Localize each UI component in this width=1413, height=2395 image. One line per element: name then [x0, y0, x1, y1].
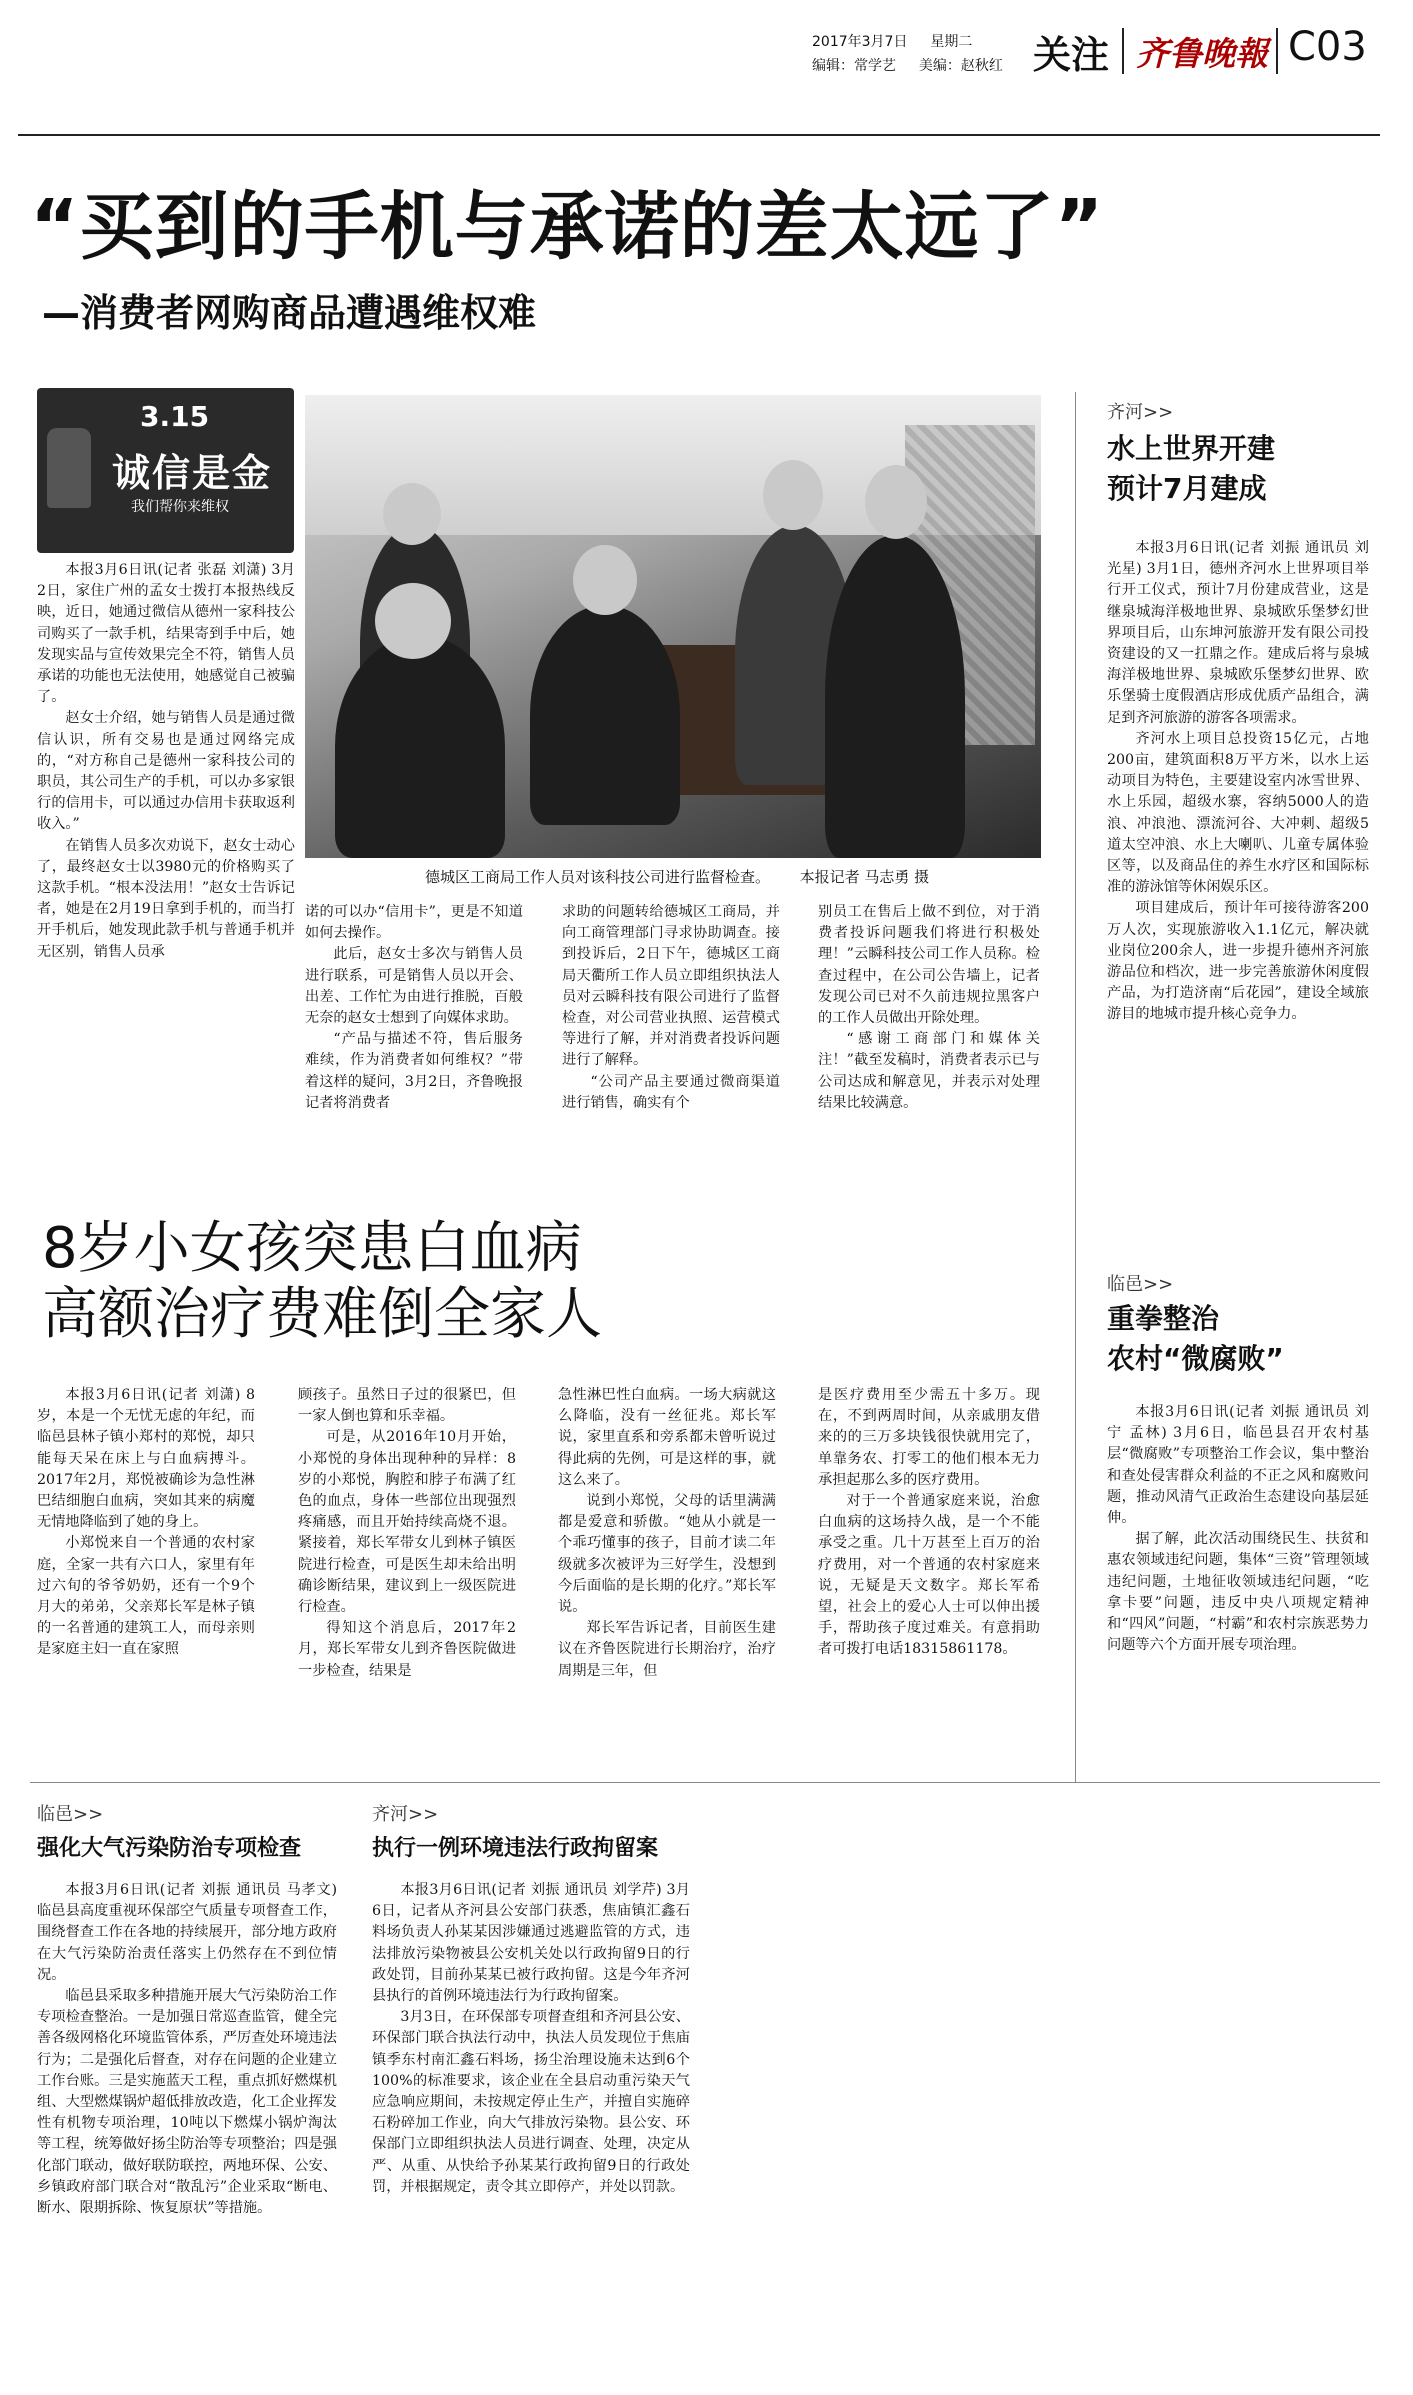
story2-col4-p2: 对于一个普通家庭来说，治愈白血病的这场持久战，是一个不能承受之重。几十万甚至上百万的治疗费用，对一个普通的农村家庭来说，无疑是天文数字。郑长军希望，社会上的爱心人士可以伸出援手，帮助孩子度过难关。有意捐助者可拨打电话18315861178。	[818, 1493, 1040, 1658]
masthead-bottom-rule	[18, 134, 1380, 136]
masthead-divider	[1122, 28, 1124, 74]
story2-headline-2: 高额治疗费难倒全家人	[42, 1282, 602, 1347]
lead-column-3	[562, 902, 780, 1114]
right-story2-title-2: 农村“微腐败”	[1107, 1342, 1284, 1375]
paper-name-logo: 齐鲁晚報	[1136, 34, 1268, 73]
right-story2-region: 临邑>>	[1107, 1274, 1174, 1295]
lead-column-2	[305, 902, 523, 1114]
lead-headline: “买到的手机与承诺的差太远了”	[30, 184, 1105, 270]
lead-col2-p2: 此后，赵女士多次与销售人员进行联系，可是销售人员以开会、出差、工作忙为由进行推脱，百般无奈的赵女士想到了向媒体求助。	[305, 946, 523, 1027]
lead-col1-p2: 赵女士介绍，她与销售人员是通过微信认识，所有交易也是通过网络完成的，“对方称自己是德州一家科技公司的职员，其公司生产的手机，可以办多家银行的信用卡，可以通过办信用卡获取返利收入。”	[37, 710, 295, 833]
right-story1-p3: 项目建成后，预计年可接待游客200万人次，实现旅游收入1.1亿元，解决就业岗位200余人，进一步提升德州齐河旅游品位和档次，进一步完善旅游休闲度假产品，为打造济南“后花园”，建设全域旅游目的地城市提升核心竞争力。	[1107, 900, 1369, 1023]
right-story2-p2: 据了解，此次活动围绕民生、扶贫和惠农领域违纪问题，集体“三资”管理领域违纪问题，土地征收领域违纪问题，“吃拿卡要”问题，违反中央八项规定精神和“四风”问题，“村霸”和农村宗族恶势力问题等六个方面开展专项治理。	[1107, 1531, 1369, 1654]
right-story1-region: 齐河>>	[1107, 402, 1174, 423]
bottom-mid-region: 齐河>>	[372, 1804, 439, 1825]
logo-subslogan: 我们帮你来维权	[131, 499, 229, 515]
lead-col2-p3: “产品与描述不符，售后服务难续，作为消费者如何维权？”带着这样的疑问，3月2日，齐鲁晚报记者将消费者	[305, 1031, 523, 1111]
lead-col3-p1: 求助的问题转给德城区工商局，并向工商管理部门寻求协助调查。接到投诉后，2日下午，德城区工商局天衢所工作人员立即组织执法人员对云瞬科技有限公司进行了监督检查，对公司营业执照、运营模式等进行了解，并对消费者投诉问题进行了解释。	[562, 904, 780, 1069]
story2-col3-p2: 说到小郑悦，父母的话里满满都是爱意和骄傲。“她从小就是一个乖巧懂事的孩子，目前才读二年级就多次被评为三好学生，没想到今后面临的是长期的化疗。”郑长军说。	[558, 1493, 776, 1616]
right-story1-p1: 本报3月6日讯(记者 刘振 通讯员 刘光星) 3月1日，德州齐河水上世界项目举行开工仪式，预计7月份建成营业，这是继泉城海洋极地世界、泉城欧乐堡梦幻世界项目后，山东坤河旅游开发有限公司投资建设的又一扛鼎之作。建成后将与泉城海洋极地世界、泉城欧乐堡梦幻世界、欧乐堡骑士度假酒店形成优质产品组合，满足到齐河旅游的游客各项需求。	[1107, 540, 1369, 726]
story2-col3-p1: 急性淋巴性白血病。一场大病就这么降临，没有一丝征兆。郑长军说，家里直系和旁系都未曾听说过得此病的先例，可是这样的事，就这么来了。	[558, 1387, 776, 1488]
fist-icon	[47, 428, 91, 508]
bottom-mid-p2: 3月3日，在环保部专项督查组和齐河县公安、环保部门联合执法行动中，执法人员发现位于焦庙镇季东村南汇鑫石料场，扬尘治理设施未达到6个100%的标准要求，该企业在全县启动重污染天气应急响应期间，未按规定停止生产，并擅自实施碎石粉碎加工作业，向大气排放污染物。县公安、环保部门立即组织执法人员进行调查、处理，决定从严、从重、从快给予孙某某行政拘留9日的行政处罚，并根据规定，责令其立即停产，并处以罚款。	[372, 2009, 690, 2195]
issue-weekday: 星期二	[930, 34, 973, 50]
right-column-divider	[1075, 392, 1076, 1782]
bottom-left-p1: 本报3月6日讯(记者 刘振 通讯员 马孝文) 临邑县高度重视环保部空气质量专项督查工作，围绕督查工作在各地的持续展开，部分地方政府在大气污染防治责任落实上仍然存在不到位情况。	[37, 1882, 337, 1983]
right-story2-body	[1107, 1402, 1369, 1656]
story2-column-1	[37, 1385, 255, 1661]
photo-caption: 德城区工商局工作人员对该科技公司进行监督检查。	[425, 868, 771, 886]
bottom-mid-title: 执行一例环境违法行政拘留案	[372, 1836, 659, 1861]
lead-col4-p2: “感谢工商部门和媒体关注！”截至发稿时，消费者表示已与公司达成和解意见，并表示对处理结果比较满意。	[818, 1031, 1040, 1111]
lead-col1-p3: 在销售人员多次劝说下，赵女士动心了，最终赵女士以3980元的价格购买了这款手机。“根本没法用！”赵女士告诉记者，她是在2月19日拿到手机的，而当打开手机后，她发现此款手机与普通手机并无区别，销售人员承	[37, 837, 295, 960]
editor-credit: 编辑：常学艺	[812, 58, 896, 74]
right-story1-title-1: 水上世界开建	[1107, 432, 1276, 465]
bottom-left-p2: 临邑县采取多种措施开展大气污染防治工作专项检查整治。一是加强日常巡查监管，健全完善各级网格化环境监管体系，严厉查处环境违法行为；二是强化后督查，对存在问题的企业建立工作台账。三是实施蓝天工程，重点抓好燃煤机组、大型燃煤锅炉超低排放改造，化工企业挥发性有机物专项治理，10吨以下燃煤小锅炉淘汰等工程，统筹做好扬尘防治等专项整治；四是强化部门联动，做好联防联控，两地环保、公安、乡镇政府部门联合对“散乱污”企业采取“断电、断水、限期拆除、恢复原状”等措施。	[37, 1988, 337, 2217]
story2-column-4	[818, 1385, 1040, 1661]
page-number: C03	[1288, 24, 1367, 70]
lead-col4-p1: 别员工在售后上做不到位，对于消费者投诉问题我们将进行积极处理！”云瞬科技公司工作人员称。检查过程中，在公司公告墙上，记者发现公司已对不久前违规拉黑客户的工作人员做出开除处理。	[818, 904, 1040, 1027]
section-name: 关注	[1033, 33, 1110, 77]
bottom-left-body	[37, 1880, 337, 2219]
bottom-mid-p1: 本报3月6日讯(记者 刘振 通讯员 刘学芹) 3月6日，记者从齐河县公安部门获悉，焦庙镇汇鑫石料场负责人孙某某因涉嫌通过逃避监管的方式，违法排放污染物被县公安机关处以行政拘留9日的行政处罚，目前孙某某已被行政拘留。这是今年齐河县执行的首例环境违法行为行政拘留案。	[372, 1882, 690, 2005]
issue-date: 2017年3月7日	[812, 34, 908, 50]
lead-col2-p1: 诺的可以办“信用卡”，更是不知道如何去操作。	[305, 904, 523, 942]
lead-column-1	[37, 560, 295, 963]
photo-credit: 本报记者 马志勇 摄	[799, 868, 930, 886]
masthead-divider-2	[1276, 28, 1278, 74]
story2-column-3	[558, 1385, 776, 1682]
photo-caption-row	[425, 866, 929, 887]
story2-col1-p1: 本报3月6日讯(记者 刘潇) 8岁，本是一个无忧无虑的年纪，而临邑县林子镇小郑村的郑悦，却只能每天呆在床上与白血病搏斗。2017年2月，郑悦被确诊为急性淋巴结细胞白血病，突如其来的病魔无情地降临到了她的身上。	[37, 1387, 255, 1531]
right-story2-title-1: 重拳整治	[1107, 1302, 1220, 1335]
right-story1-p2: 齐河水上项目总投资15亿元，占地200亩，建筑面积8万平方米，以水上运动项目为特色，主要建设室内冰雪世界、水上乐园，超级水寨，容纳5000人的造浪、冲浪池、漂流河谷、大冲刺、超级5道太空冲浪、水上大喇叭、儿童专属体验区等，以及商品住的养生水疗区和国际标准的游泳馆等休闲娱乐区。	[1107, 730, 1369, 896]
logo-slogan: 诚信是金	[112, 451, 273, 495]
designer-credit: 美编：赵秋红	[918, 58, 1003, 74]
story2-headline-1: 8岁小女孩突患白血病	[42, 1216, 582, 1281]
story2-col2-p3: 得知这个消息后，2017年2月，郑长军带女儿到齐鲁医院做进一步检查，结果是	[298, 1620, 516, 1679]
story2-col2-p2: 可是，从2016年10月开始，小郑悦的身体出现种种的异样：8岁的小郑悦，胸腔和脖子布满了红色的血点，身体一些部位出现强烈疼痛感，而且开始持续高烧不退。紧接着，郑长军带女儿到林子镇医院进行检查，可是医生却未给出明确诊断结果，建议到上一级医院进行检查。	[298, 1429, 516, 1616]
masthead	[0, 0, 1413, 135]
right-story1-title-2: 预计7月建成	[1107, 472, 1267, 505]
lead-column-4	[818, 902, 1040, 1114]
story2-col3-p3: 郑长军告诉记者，目前医生建议在齐鲁医院进行长期治疗，治疗周期是三年，但	[558, 1620, 776, 1679]
bottom-section-rule	[30, 1782, 1380, 1783]
bottom-left-region: 临邑>>	[37, 1804, 104, 1825]
consumer-rights-logo	[37, 388, 294, 553]
bottom-left-title: 强化大气污染防治专项检查	[37, 1836, 302, 1861]
story2-column-2	[298, 1385, 516, 1682]
story2-col1-p2: 小郑悦来自一个普通的农村家庭，全家一共有六口人，家里有年过六旬的爷爷奶奶，还有一个9个月大的弟弟，父亲郑长军是林子镇的一名普通的建筑工人，而母亲则是家庭主妇一直在家照	[37, 1535, 255, 1658]
story2-col4-p1: 是医疗费用至少需五十多万。现在，不到两周时间，从亲戚朋友借来的的三万多块钱很快就用完了，单靠务农、打零工的他们根本无力承担起那么多的医疗费用。	[818, 1387, 1040, 1488]
right-story1-body	[1107, 538, 1369, 1026]
news-photo	[305, 395, 1041, 858]
logo-number: 3.15	[140, 400, 210, 433]
masthead-date-row	[812, 31, 972, 51]
right-story2-p1: 本报3月6日讯(记者 刘振 通讯员 刘宁 孟林) 3月6日，临邑县召开农村基层“微腐败”专项整治工作会议，集中整治和查处侵害群众利益的不正之风和腐败问题，推动风清气正政治生态建设向基层延伸。	[1107, 1404, 1369, 1527]
masthead-credits-row	[812, 55, 1003, 75]
bottom-mid-body	[372, 1880, 690, 2198]
lead-col1-p1: 本报3月6日讯(记者 张磊 刘潇) 3月2日，家住广州的孟女士拨打本报热线反映，近日，她通过微信从德州一家科技公司购买了一款手机，结果寄到手中后，她发现实品与宣传效果完全不符，销售人员承诺的功能也无法使用，她感觉自己被骗了。	[37, 562, 295, 706]
lead-col3-p2: “公司产品主要通过微商渠道进行销售，确实有个	[562, 1073, 780, 1111]
story2-col2-p1: 顾孩子。虽然日子过的很紧巴，但一家人倒也算和乐幸福。	[298, 1387, 516, 1425]
lead-subhead: —消费者网购商品遭遇维权难	[42, 291, 537, 335]
